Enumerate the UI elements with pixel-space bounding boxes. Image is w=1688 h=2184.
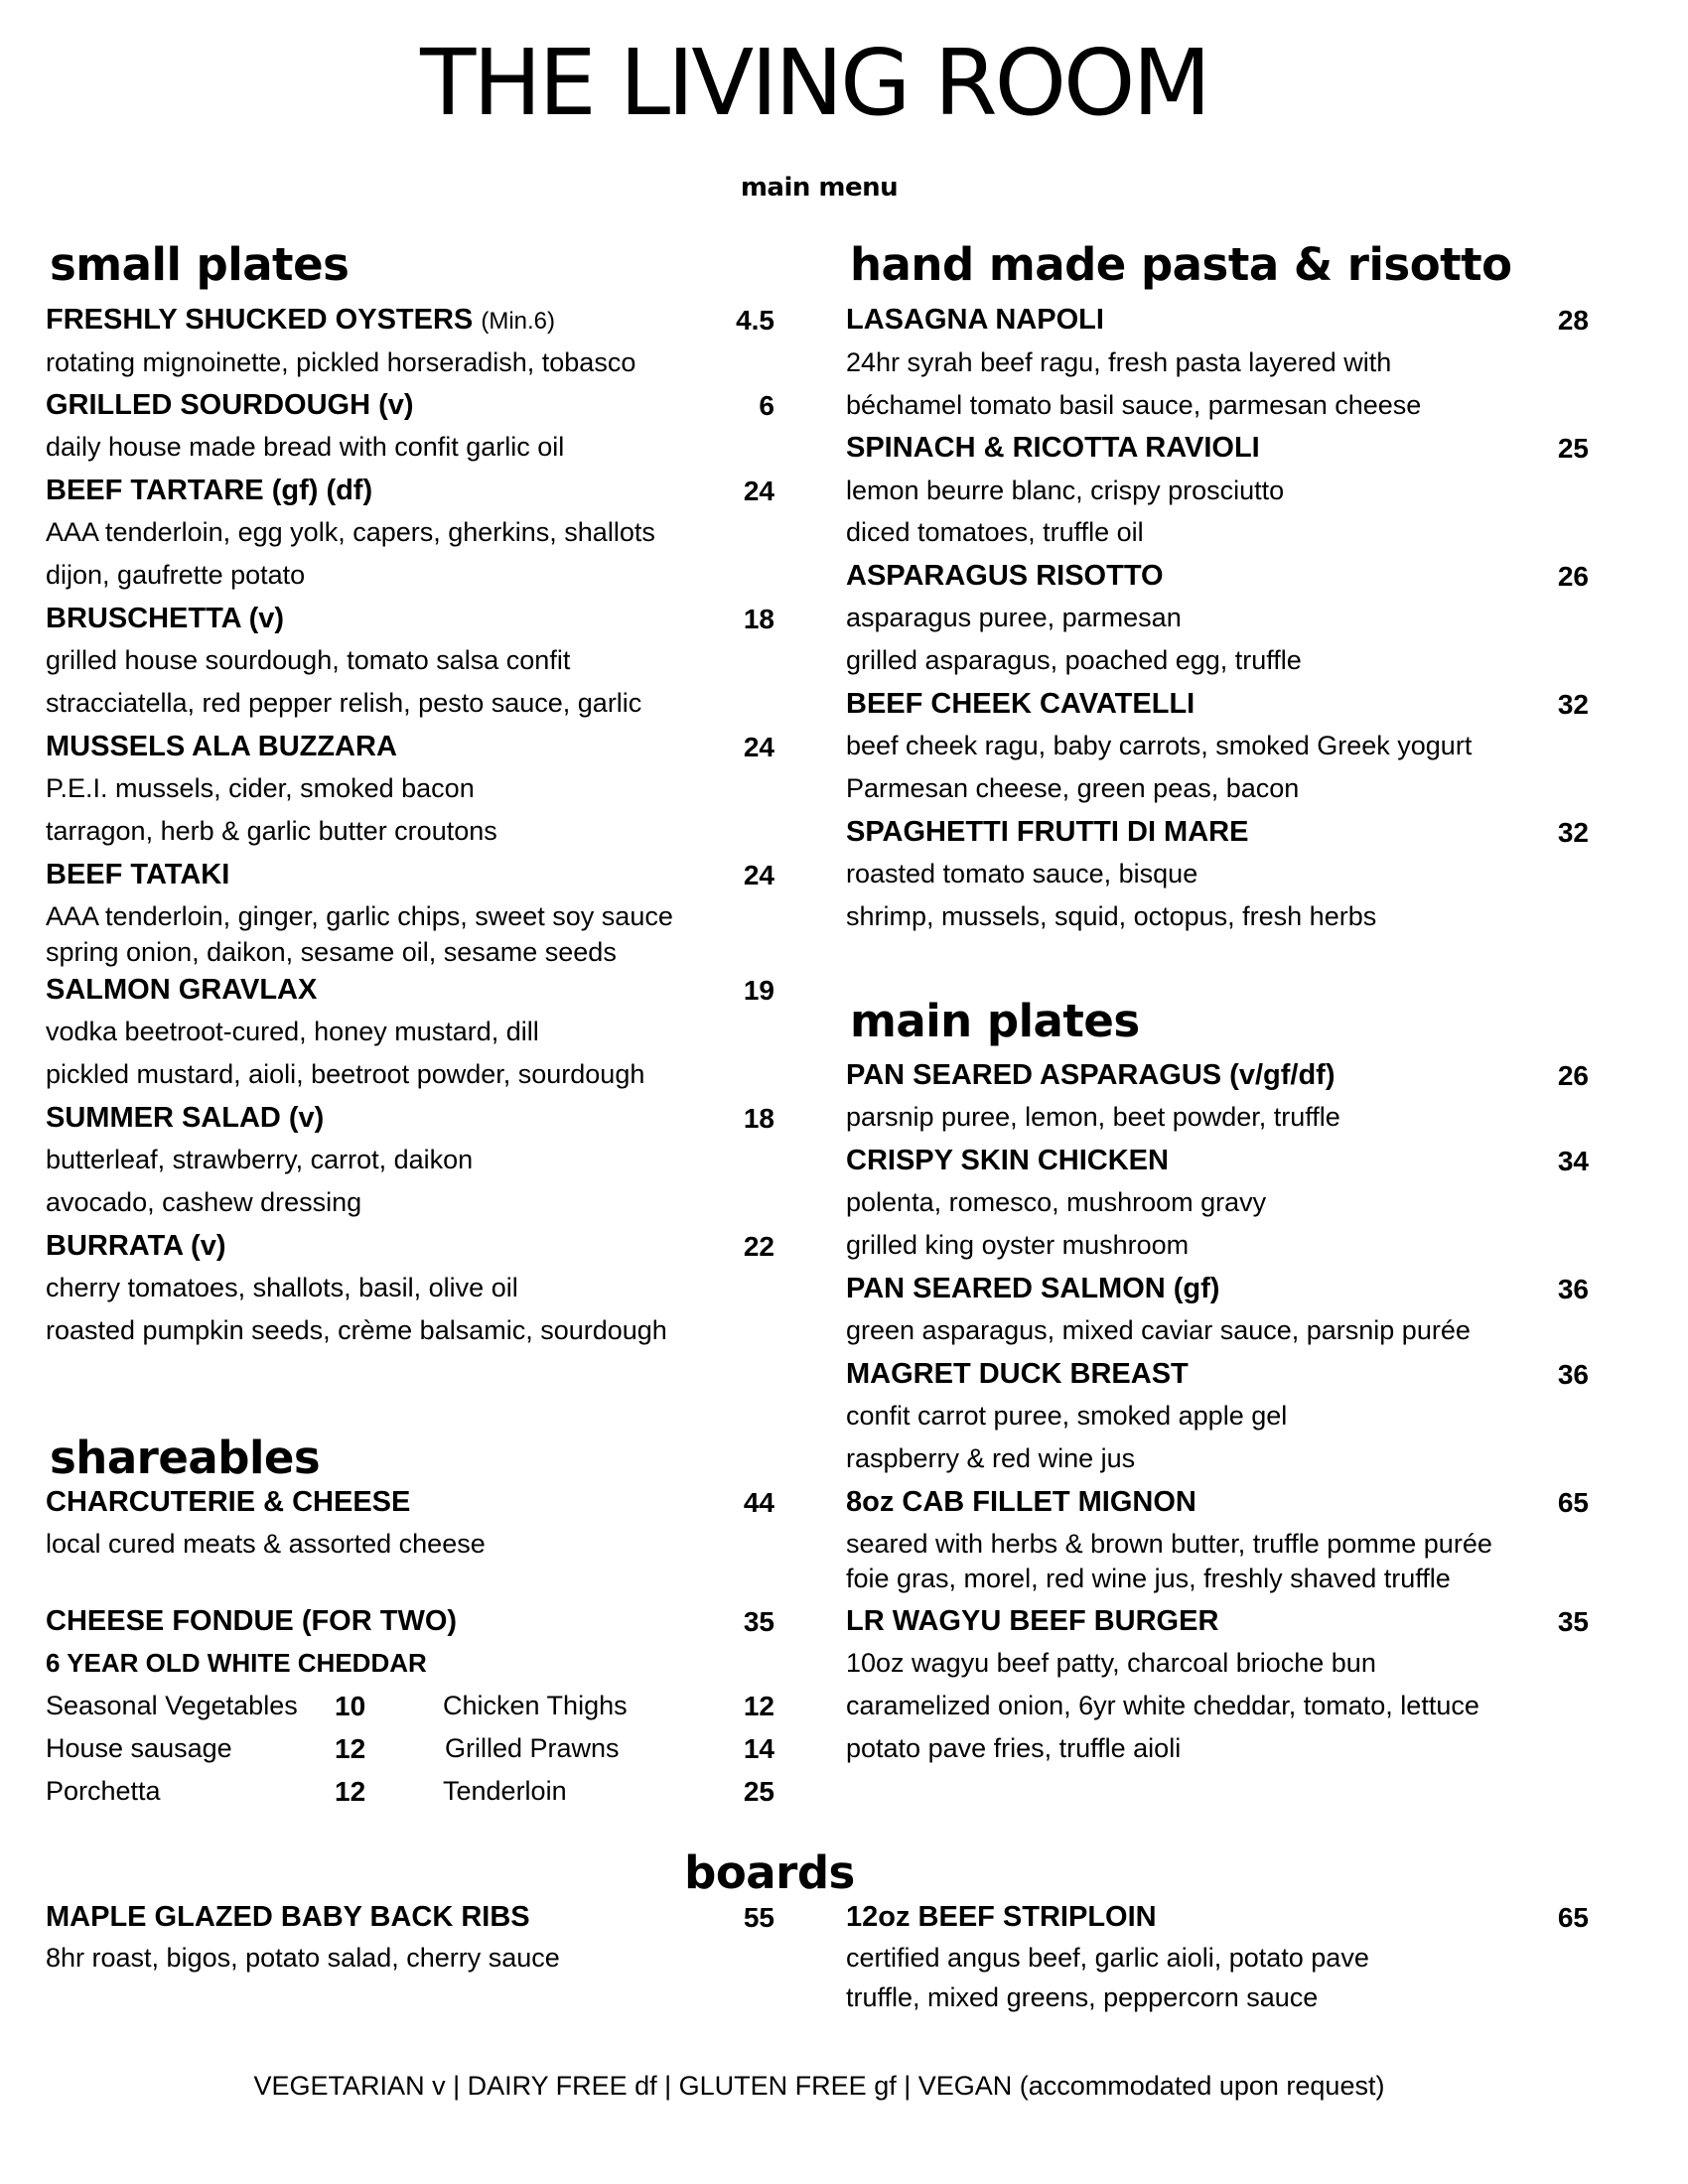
fondue-addon-price: 12 bbox=[335, 1733, 366, 1764]
menu-item-description: vodka beetroot-cured, honey mustard, dill bbox=[46, 1017, 539, 1046]
menu-item-name: SUMMER SALAD (v) bbox=[46, 1102, 325, 1134]
menu-item-name: MAPLE GLAZED BABY BACK RIBS bbox=[46, 1901, 530, 1933]
menu-item-name: FRESHLY SHUCKED OYSTERS (Min.6) bbox=[46, 304, 555, 336]
menu-item-name: 8oz CAB FILLET MIGNON bbox=[846, 1486, 1196, 1518]
menu-item-price: 24 bbox=[743, 860, 774, 890]
menu-item-description: asparagus puree, parmesan bbox=[846, 603, 1182, 632]
menu-item-name: PAN SEARED ASPARAGUS (v/gf/df) bbox=[846, 1059, 1336, 1091]
menu-item-name: BEEF TATAKI bbox=[46, 859, 230, 890]
menu-item-description: 8hr roast, bigos, potato salad, cherry sauce bbox=[46, 1943, 560, 1973]
menu-item-price: 18 bbox=[743, 604, 774, 634]
menu-item-price: 4.5 bbox=[736, 305, 774, 336]
fondue-addon-label: House sausage bbox=[46, 1733, 232, 1763]
menu-subtitle: main menu bbox=[740, 173, 899, 203]
menu-item-price: 18 bbox=[743, 1103, 774, 1134]
menu-item-description: confit carrot puree, smoked apple gel bbox=[846, 1401, 1288, 1431]
menu-item-description: polenta, romesco, mushroom gravy bbox=[846, 1187, 1267, 1217]
menu-item-name: GRILLED SOURDOUGH (v) bbox=[46, 389, 414, 421]
menu-item-price: 22 bbox=[743, 1231, 774, 1262]
dietary-legend: VEGETARIAN v | DAIRY FREE df | GLUTEN FREE gf | VEGAN (accommodated upon request) bbox=[253, 2071, 1385, 2101]
fondue-addon-price: 14 bbox=[743, 1733, 774, 1764]
menu-item-description: daily house made bread with confit garlic oil bbox=[46, 432, 565, 462]
fondue-addon-label: Tenderloin bbox=[443, 1776, 567, 1806]
fondue-addon-label: Grilled Prawns bbox=[445, 1733, 620, 1763]
menu-item-description: tarragon, herb & garlic butter croutons bbox=[46, 816, 497, 846]
menu-item-price: 36 bbox=[1557, 1274, 1589, 1304]
menu-item-price: 32 bbox=[1557, 817, 1589, 848]
menu-item-price: 19 bbox=[743, 975, 774, 1006]
menu-item-description: béchamel tomato basil sauce, parmesan cheese bbox=[846, 390, 1422, 420]
menu-item-name: MUSSELS ALA BUZZARA bbox=[46, 731, 397, 762]
fondue-addon-price: 10 bbox=[335, 1691, 366, 1721]
menu-item-description: certified angus beef, garlic aioli, potato pave bbox=[846, 1943, 1369, 1973]
menu-item-description: 10oz wagyu beef patty, charcoal brioche bun bbox=[846, 1648, 1376, 1678]
menu-item-price: 24 bbox=[743, 476, 774, 506]
menu-item-price: 26 bbox=[1557, 1060, 1589, 1091]
menu-item-description: truffle, mixed greens, peppercorn sauce bbox=[846, 1982, 1319, 2012]
menu-item-name: CHEESE FONDUE (FOR TWO) bbox=[46, 1605, 458, 1637]
menu-item-name: 12oz BEEF STRIPLOIN bbox=[846, 1901, 1157, 1933]
menu-item-name: BEEF CHEEK CAVATELLI bbox=[846, 688, 1196, 720]
restaurant-title: THE LIVING ROOM bbox=[420, 30, 1208, 136]
section-heading-small-plates: small plates bbox=[50, 238, 350, 291]
menu-item-description: grilled house sourdough, tomato salsa confit bbox=[46, 645, 571, 675]
menu-item-name: MAGRET DUCK BREAST bbox=[846, 1358, 1189, 1390]
menu-item-description: shrimp, mussels, squid, octopus, fresh herbs bbox=[846, 901, 1377, 931]
fondue-subheading: 6 YEAR OLD WHITE CHEDDAR bbox=[46, 1648, 427, 1678]
menu-item-description: roasted pumpkin seeds, crème balsamic, sourdough bbox=[46, 1315, 667, 1345]
menu-item-description: roasted tomato sauce, bisque bbox=[846, 859, 1198, 888]
menu-item-description: foie gras, morel, red wine jus, freshly shaved truffle bbox=[846, 1564, 1451, 1593]
menu-item-price: 6 bbox=[759, 390, 774, 421]
menu-item-description: beef cheek ragu, baby carrots, smoked Greek yogurt bbox=[846, 731, 1473, 760]
menu-item-name: SPINACH & RICOTTA RAVIOLI bbox=[846, 432, 1260, 464]
fondue-addon-label: Chicken Thighs bbox=[443, 1691, 628, 1720]
menu-item-price: 34 bbox=[1557, 1146, 1589, 1176]
menu-item-description: rotating mignoinette, pickled horseradish, tobasco bbox=[46, 347, 636, 377]
menu-item-price: 26 bbox=[1557, 561, 1589, 592]
menu-item-name: CRISPY SKIN CHICKEN bbox=[846, 1145, 1169, 1176]
fondue-addon-price: 25 bbox=[743, 1776, 774, 1807]
fondue-addon-label: Porchetta bbox=[46, 1776, 161, 1806]
menu-item-name: LR WAGYU BEEF BURGER bbox=[846, 1605, 1219, 1637]
menu-item-description: 24hr syrah beef ragu, fresh pasta layered with bbox=[846, 347, 1392, 377]
menu-item-name: LASAGNA NAPOLI bbox=[846, 304, 1104, 336]
menu-item-description: stracciatella, red pepper relish, pesto sauce, garlic bbox=[46, 688, 642, 718]
menu-item-description: green asparagus, mixed caviar sauce, parsnip purée bbox=[846, 1315, 1471, 1345]
section-heading-boards: boards bbox=[684, 1846, 855, 1899]
menu-item-name: PAN SEARED SALMON (gf) bbox=[846, 1273, 1220, 1304]
menu-item-description: butterleaf, strawberry, carrot, daikon bbox=[46, 1145, 474, 1174]
menu-item-name: BURRATA (v) bbox=[46, 1230, 226, 1262]
menu-item-description: dijon, gaufrette potato bbox=[46, 560, 306, 590]
fondue-addon-price: 12 bbox=[335, 1776, 366, 1807]
menu-item-price: 55 bbox=[743, 1902, 774, 1933]
menu-item-description: seared with herbs & brown butter, truffle pomme purée bbox=[846, 1529, 1492, 1559]
menu-item-price: 25 bbox=[1557, 433, 1589, 464]
menu-item-description: spring onion, daikon, sesame oil, sesame seeds bbox=[46, 937, 617, 967]
menu-item-price: 65 bbox=[1557, 1487, 1589, 1518]
menu-item-name: SPAGHETTI FRUTTI DI MARE bbox=[846, 816, 1249, 848]
menu-item-description: lemon beurre blanc, crispy prosciutto bbox=[846, 476, 1285, 505]
menu-item-description: Parmesan cheese, green peas, bacon bbox=[846, 773, 1300, 803]
menu-item-name: BRUSCHETTA (v) bbox=[46, 603, 285, 634]
menu-item-description: local cured meats & assorted cheese bbox=[46, 1529, 486, 1559]
menu-item-description: diced tomatoes, truffle oil bbox=[846, 517, 1144, 547]
menu-item-description: P.E.I. mussels, cider, smoked bacon bbox=[46, 773, 475, 803]
menu-item-price: 32 bbox=[1557, 689, 1589, 720]
section-heading-main-plates: main plates bbox=[850, 995, 1140, 1047]
menu-item-description: cherry tomatoes, shallots, basil, olive oil bbox=[46, 1273, 518, 1302]
menu-item-price: 65 bbox=[1557, 1902, 1589, 1933]
menu-item-price: 36 bbox=[1557, 1359, 1589, 1390]
menu-item-price: 28 bbox=[1557, 305, 1589, 336]
menu-item-description: grilled asparagus, poached egg, truffle bbox=[846, 645, 1302, 675]
fondue-addon-price: 12 bbox=[743, 1691, 774, 1721]
menu-item-description: AAA tenderloin, ginger, garlic chips, sweet soy sauce bbox=[46, 901, 673, 931]
menu-item-name: CHARCUTERIE & CHEESE bbox=[46, 1486, 411, 1518]
menu-item-description: caramelized onion, 6yr white cheddar, tomato, lettuce bbox=[846, 1691, 1479, 1720]
section-heading-shareables: shareables bbox=[50, 1432, 321, 1484]
menu-item-description: pickled mustard, aioli, beetroot powder, sourdough bbox=[46, 1059, 645, 1089]
menu-item-description: parsnip puree, lemon, beet powder, truffle bbox=[846, 1102, 1340, 1132]
section-heading-pasta: hand made pasta & risotto bbox=[850, 238, 1512, 291]
menu-item-price: 35 bbox=[743, 1606, 774, 1637]
menu-item-note: (Min.6) bbox=[481, 308, 555, 335]
menu-item-name: SALMON GRAVLAX bbox=[46, 974, 318, 1006]
menu-item-price: 24 bbox=[743, 732, 774, 762]
fondue-addon-label: Seasonal Vegetables bbox=[46, 1691, 298, 1720]
menu-item-description: grilled king oyster mushroom bbox=[846, 1230, 1190, 1260]
menu-item-description: avocado, cashew dressing bbox=[46, 1187, 362, 1217]
menu-item-description: AAA tenderloin, egg yolk, capers, gherkins, shallots bbox=[46, 517, 655, 547]
menu-item-price: 35 bbox=[1557, 1606, 1589, 1637]
menu-item-name: BEEF TARTARE (gf) (df) bbox=[46, 475, 373, 506]
menu-item-description: raspberry & red wine jus bbox=[846, 1443, 1136, 1473]
menu-item-description: potato pave fries, truffle aioli bbox=[846, 1733, 1182, 1763]
menu-item-price: 44 bbox=[743, 1487, 774, 1518]
menu-item-name: ASPARAGUS RISOTTO bbox=[846, 560, 1164, 592]
